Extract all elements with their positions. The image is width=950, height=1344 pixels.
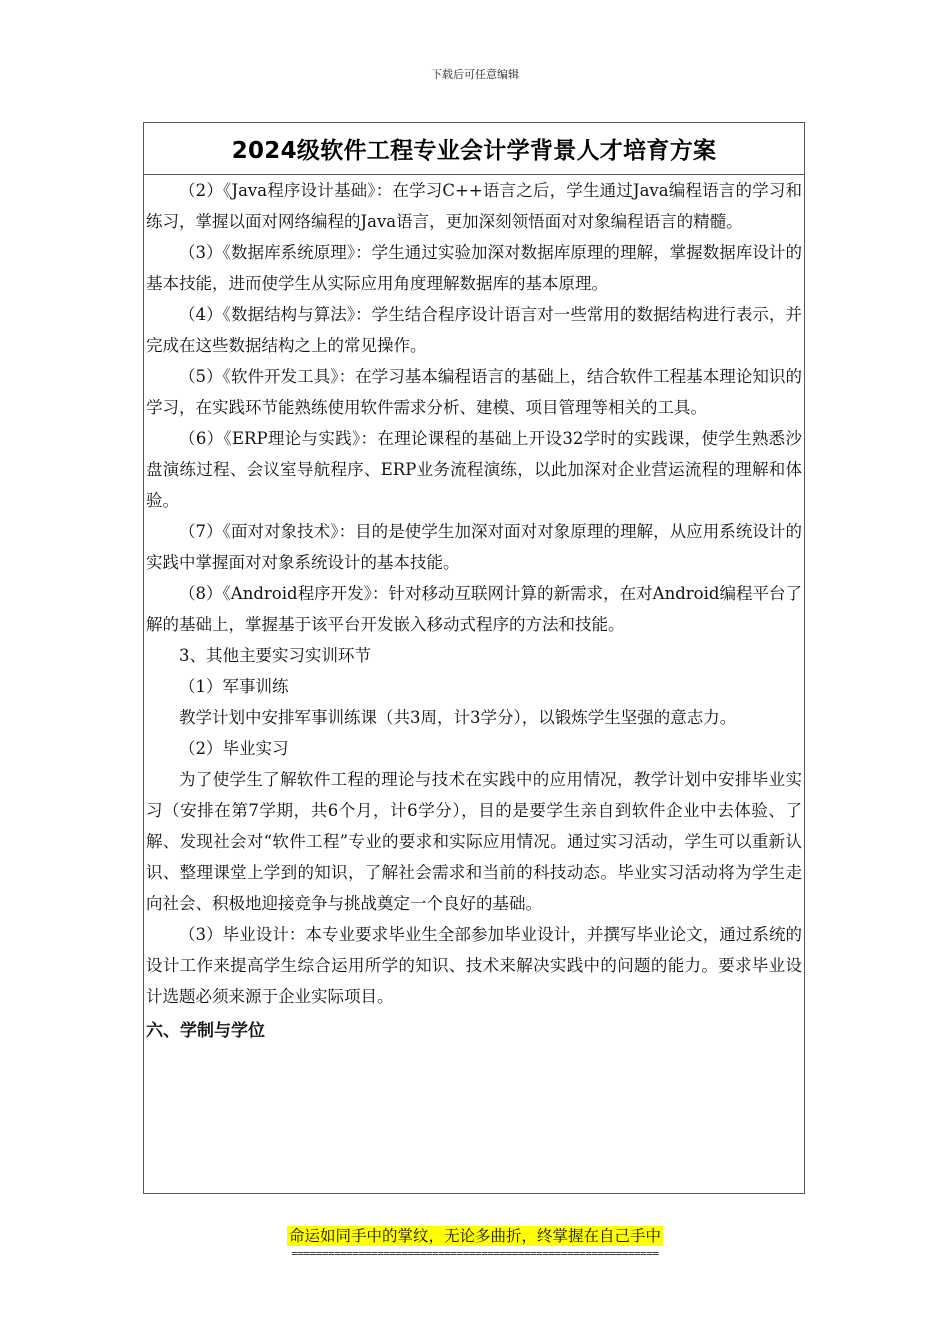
title-row [144, 123, 804, 175]
item-heading: （1）军事训练 [179, 677, 289, 696]
document-frame [143, 122, 805, 1194]
paragraph: 教学计划中安排军事训练课（共3周，计3学分），以锻炼学生坚强的意志力。 [179, 708, 737, 727]
paragraph: 为了使学生了解软件工程的理论与技术在实践中的应用情况，教学计划中安排毕业实习（安排在第7学期，共6个月，计6学分），目的是要学生亲自到软件企业中去体验、了解、发现社会对“软件工程”专业的要求和实际应用情况。通过实习活动，学生可以重新认识、整理课堂上学到的知识，了解社会需求和当前的科技动态。毕业实习活动将为学生走向社会、积极地迎接竞争与挑战奠定一个良好的基础。 [146, 770, 802, 913]
paragraph: （4）《数据结构与算法》：学生结合程序设计语言对一些常用的数据结构进行表示，并完成在这些数据结构之上的常见操作。 [146, 305, 802, 355]
section-heading: 六、学制与学位 [146, 1021, 265, 1041]
paragraph: （3）《数据库系统原理》：学生通过实验加深对数据库原理的理解，掌握数据库设计的基本技能，进而使学生从实际应用角度理解数据库的基本原理。 [146, 243, 802, 293]
subsection-heading: 3、其他主要实习实训环节 [179, 646, 371, 665]
paragraph: （5）《软件开发工具》：在学习基本编程语言的基础上，结合软件工程基本理论知识的学习，在实践环节能熟练使用软件需求分析、建模、项目管理等相关的工具。 [146, 367, 802, 417]
paragraph: （6）《ERP理论与实践》：在理论课程的基础上开设32学时的实践课，使学生熟悉沙盘演练过程、会议室导航程序、ERP业务流程演练，以此加深对企业营运流程的理解和体验。 [146, 429, 802, 510]
paragraph: （2）《Java程序设计基础》：在学习C++语言之后，学生通过Java编程语言的学习和练习，掌握以面对网络编程的Java语言，更加深刻领悟面对对象编程语言的精髓。 [146, 181, 802, 231]
paragraph: （7）《面对对象技术》：目的是使学生加深对面对对象原理的理解，从应用系统设计的实践中掌握面对对象系统设计的基本技能。 [146, 522, 802, 572]
document-title: 2024级软件工程专业会计学背景人才培育方案 [231, 138, 717, 164]
header-note: 下载后可任意编辑 [431, 68, 519, 81]
paragraph: （3）毕业设计：本专业要求毕业生全部参加毕业设计，并撰写毕业论文，通过系统的设计工作来提高学生综合运用所学的知识、技术来解决实践中的问题的能力。要求毕业设计选题必须来源于企业实际项目。 [146, 925, 802, 1006]
document-body [144, 175, 804, 1046]
footer-motto [0, 1224, 950, 1246]
footer-rule: ============================================================ [291, 1247, 659, 1260]
item-heading: （2）毕业实习 [179, 739, 289, 758]
paragraph: （8）《Android程序开发》：针对移动互联网计算的新需求，在对Android编程平台了解的基础上，掌握基于该平台开发嵌入移动式程序的方法和技能。 [146, 584, 802, 634]
footer-motto-text: 命运如同手中的掌纹，无论多曲折，终掌握在自己手中 [288, 1227, 661, 1245]
